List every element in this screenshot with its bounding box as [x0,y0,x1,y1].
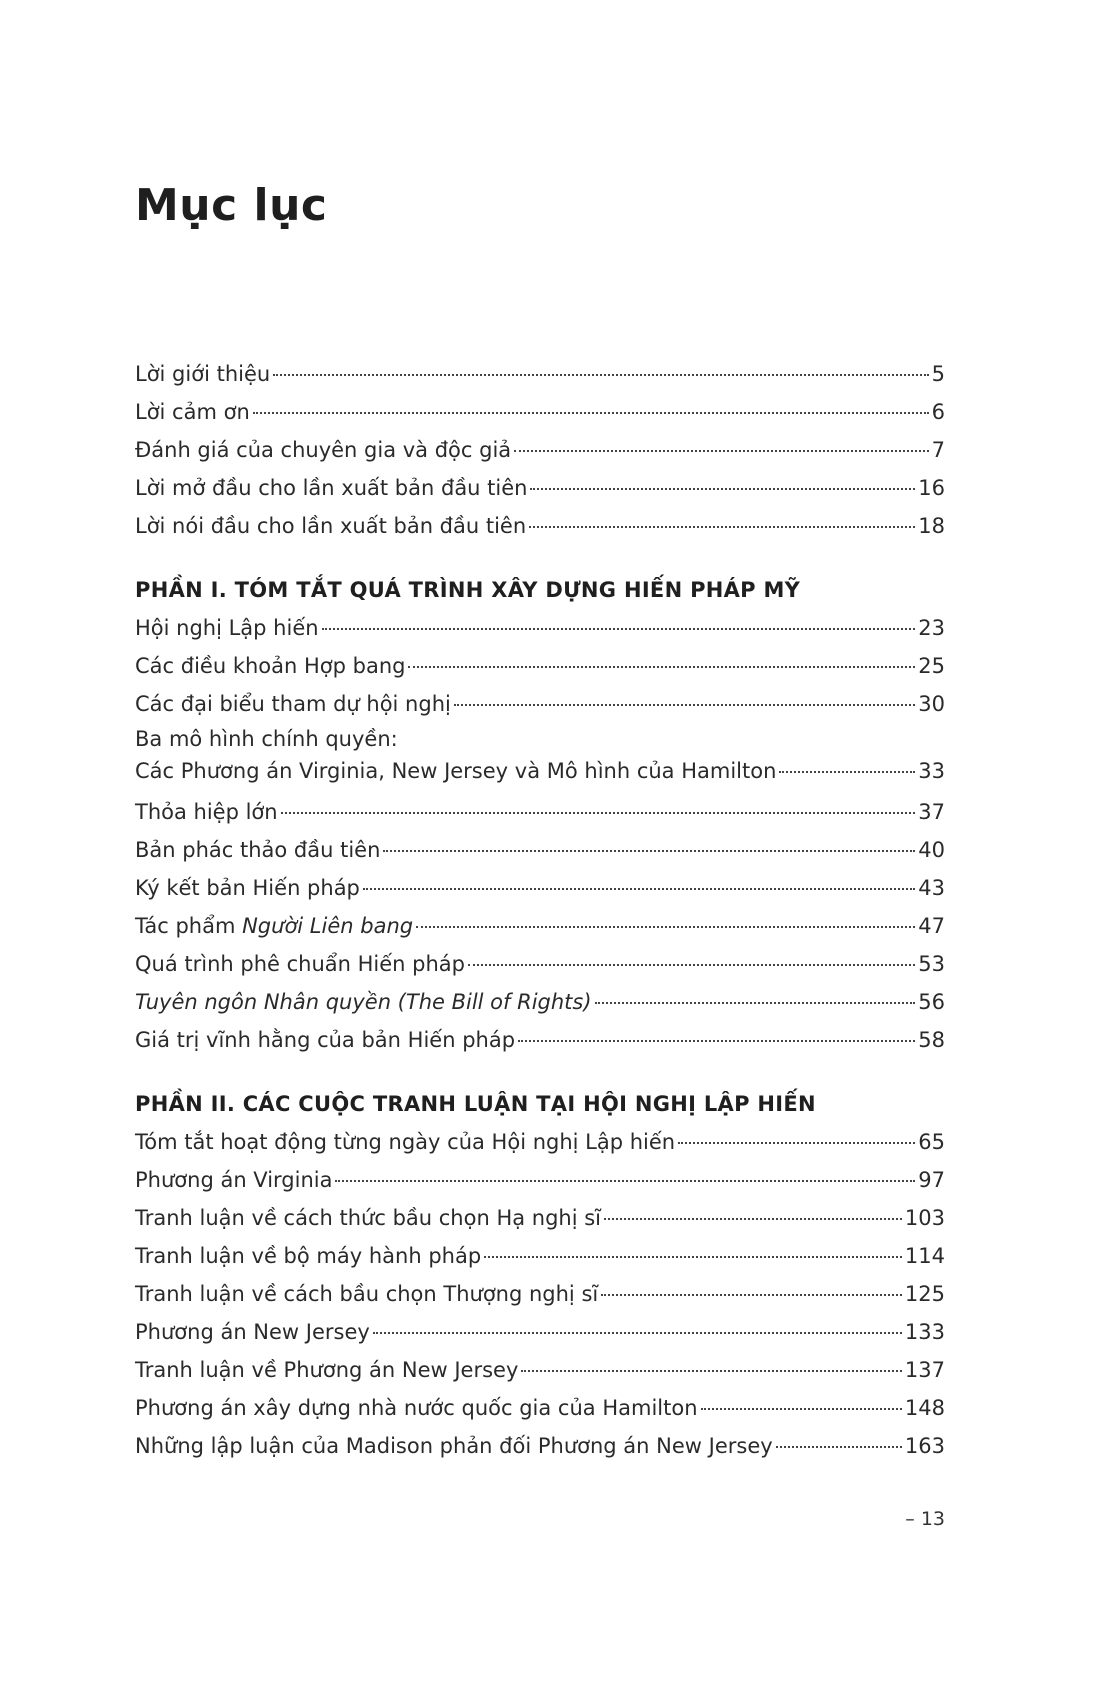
toc-entry-page: 56 [918,990,945,1014]
toc-entry [135,609,945,647]
toc-entry [135,1351,945,1389]
toc-entry-label: Lời giới thiệu [135,362,271,386]
toc-entry-page: 25 [918,654,945,678]
toc-entry [135,907,945,945]
toc-entry-page: 53 [918,952,945,976]
toc-entry-page: 18 [918,514,945,538]
toc-entry-page: 163 [904,1434,945,1458]
toc-entry-label: Bản phác thảo đầu tiên [135,838,381,862]
toc-entry-label [135,907,413,945]
toc-entry [135,431,945,469]
toc-entry-page: 16 [918,476,945,500]
dot-leader [373,1332,902,1334]
toc-entry-page: 137 [904,1358,945,1382]
toc-entry-label-prefix: Tác phẩm [135,914,243,938]
toc-entry [135,793,945,831]
dot-leader [521,1370,902,1372]
toc-entry-label: Những lập luận của Madison phản đối Phương án New Jersey [135,1434,773,1458]
toc-entry-label: Lời mở đầu cho lần xuất bản đầu tiên [135,476,528,500]
page-title: Mục lục [135,180,328,231]
toc-entry-label: Lời cảm ơn [135,400,250,424]
toc-entry [135,393,945,431]
dot-leader [383,850,915,852]
toc-entry-page: 23 [918,616,945,640]
toc-entry-page: 97 [918,1168,945,1192]
toc-entry-label: Phương án Virginia [135,1168,333,1192]
toc-entry [135,1275,945,1313]
dot-leader [604,1218,902,1220]
toc-entry [135,1123,945,1161]
dot-leader [678,1142,915,1144]
dot-leader [514,450,928,452]
dot-leader [776,1446,902,1448]
dot-leader [518,1040,915,1042]
toc-entry [135,1389,945,1427]
toc-entry [135,1021,945,1059]
dot-leader [281,812,916,814]
toc-entry-label: Quá trình phê chuẩn Hiến pháp [135,952,466,976]
toc-entry [135,869,945,907]
toc-entry-label: Tranh luận về bộ máy hành pháp [135,1244,482,1268]
dot-leader [468,964,915,966]
toc-entry-label: Các điều khoản Hợp bang [135,654,406,678]
section-heading-part-1: PHẦN I. TÓM TẮT QUÁ TRÌNH XÂY DỰNG HIẾN PHÁP MỸ [135,578,801,602]
dot-leader [595,1002,916,1004]
toc-entry-page: 37 [918,800,945,824]
toc-entry-label: Tóm tắt hoạt động từng ngày của Hội nghị Lập hiến [135,1130,676,1154]
toc-entry-page: 30 [918,692,945,716]
toc-entry-page: 58 [918,1028,945,1052]
toc-entry-label-line-1: Ba mô hình chính quyền: [135,727,398,751]
dot-leader [484,1256,902,1258]
toc-entry-label: Hội nghị Lập hiến [135,616,319,640]
toc-entry [135,507,945,545]
toc-entry [135,1427,945,1465]
toc-entry [135,831,945,869]
toc-entry [135,983,945,1021]
toc-entry-label: Tranh luận về Phương án New Jersey [135,1358,519,1382]
dot-leader [273,374,928,376]
toc-entry-label-italic: Tuyên ngôn Nhân quyền (The Bill of Rights) [135,990,592,1014]
dot-leader [779,771,915,773]
toc-entry-page: 103 [904,1206,945,1230]
toc-entry [135,469,945,507]
dot-leader [322,628,916,630]
toc-entry-label: Giá trị vĩnh hằng của bản Hiến pháp [135,1028,516,1052]
toc-entry-page: 133 [904,1320,945,1344]
toc-entry-label: Lời nói đầu cho lần xuất bản đầu tiên [135,514,527,538]
toc-entry-page: 125 [904,1282,945,1306]
toc-entry-page: 33 [918,759,945,783]
toc-entry-page: 43 [918,876,945,900]
toc-entry-page: 7 [931,438,945,462]
dot-leader [408,666,915,668]
toc-entry-page: 40 [918,838,945,862]
toc-entry-second-line [135,755,945,787]
toc-entry [135,1237,945,1275]
toc-entry-page: 47 [918,914,945,938]
dot-leader [454,704,915,706]
toc-entry-page: 114 [904,1244,945,1268]
toc-entry-label-italic: Người Liên bang [242,914,414,938]
dot-leader [529,526,915,528]
dot-leader [363,888,915,890]
toc-entry [135,945,945,983]
footer-page-number: – 13 [905,1508,945,1530]
toc-entry [135,1199,945,1237]
toc-entry-multiline [135,723,945,793]
toc-entry [135,685,945,723]
dot-leader [335,1180,915,1182]
toc-entry [135,1313,945,1351]
toc-entry [135,355,945,393]
dot-leader [530,488,915,490]
section-heading-part-2: PHẦN II. CÁC CUỘC TRANH LUẬN TẠI HỘI NGHỊ LẬP HIẾN [135,1092,816,1116]
toc-entry-label: Tranh luận về cách bầu chọn Thượng nghị sĩ [135,1282,599,1306]
toc-entry-page: 65 [918,1130,945,1154]
toc-entry-label: Tranh luận về cách thức bầu chọn Hạ nghị sĩ [135,1206,602,1230]
toc-entry-label-line-2: Các Phương án Virginia, New Jersey và Mô hình của Hamilton [135,759,777,783]
dot-leader [416,926,915,928]
dot-leader [701,1408,902,1410]
toc-entry-label: Phương án xây dựng nhà nước quốc gia của Hamilton [135,1396,698,1420]
toc-entry-page: 5 [931,362,945,386]
dot-leader [253,412,929,414]
toc-entry-page: 6 [931,400,945,424]
dot-leader [601,1294,902,1296]
toc-entry-label: Thỏa hiệp lớn [135,800,278,824]
toc-entry [135,647,945,685]
toc-entry-label: Ký kết bản Hiến pháp [135,876,360,900]
toc-entry-page: 148 [904,1396,945,1420]
table-of-contents [135,355,945,1465]
toc-entry-label: Đánh giá của chuyên gia và độc giả [135,438,512,462]
toc-entry [135,1161,945,1199]
toc-entry-label: Các đại biểu tham dự hội nghị [135,692,451,716]
toc-entry-label: Phương án New Jersey [135,1320,370,1344]
